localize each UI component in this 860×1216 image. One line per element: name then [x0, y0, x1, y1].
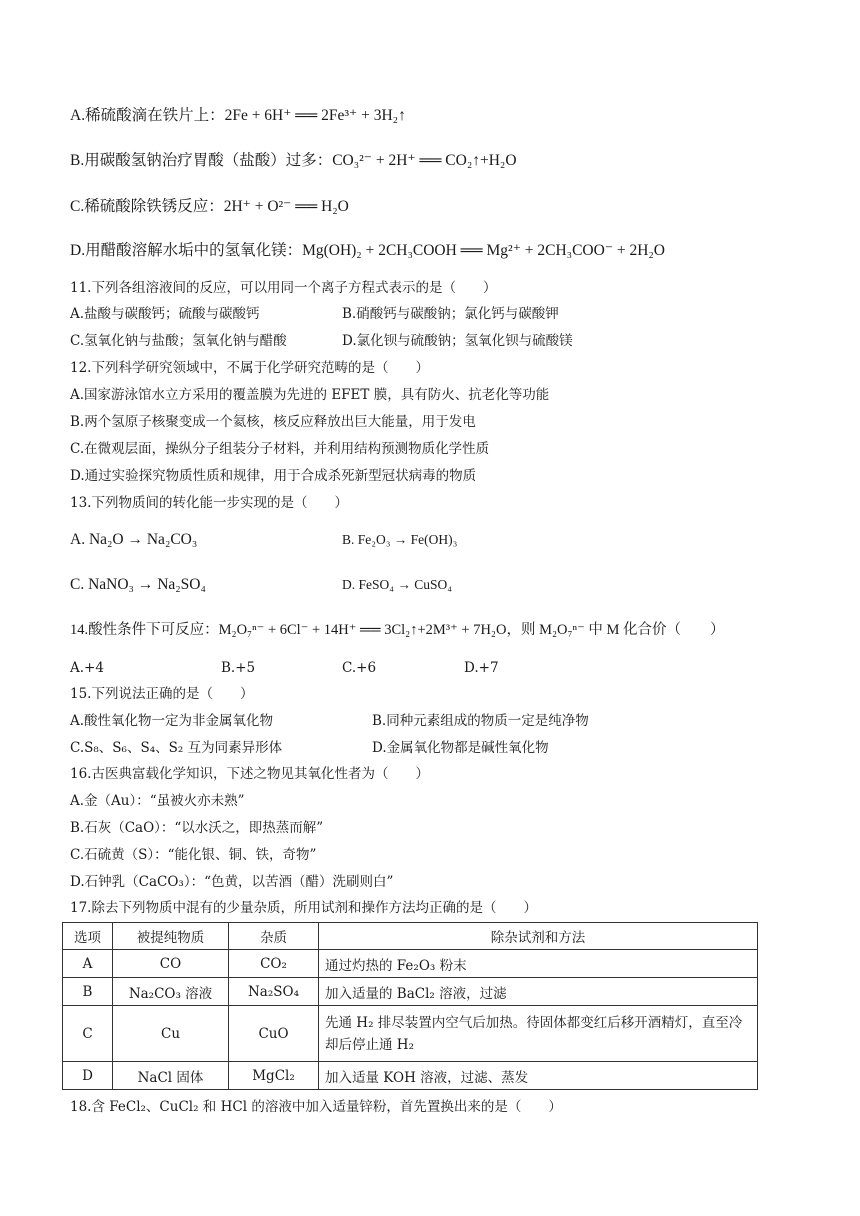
q16-option-d: D.石钟乳（CaCO₃）：“色黄，以苦酒（醋）洗刷则白”	[70, 874, 394, 890]
q15-option-a: A.酸性氧化物一定为非金属氧化物	[70, 713, 274, 729]
q15-option-d: D.金属氧化物都是碱性氧化物	[372, 740, 549, 756]
q12-stem: 12.下列科学研究领域中，不属于化学研究范畴的是（ ）	[70, 360, 429, 376]
table-header-row	[63, 923, 758, 950]
q11-option-b: B.硝酸钙与碳酸钠；氯化钙与碳酸钾	[342, 306, 559, 322]
q14-stem: 14.酸性条件下可反应：M₂O₇ⁿ⁻ + 6Cl⁻ + 14H⁺ ══ 3Cl₂↑+2M³⁺ + 7H₂O，则 M₂O₇ⁿ⁻ 中 M 化合价（ ）	[70, 622, 725, 638]
q16-option-c: C.石硫黄（S）：“能化银、铜、铁，奇物”	[70, 847, 317, 863]
table-cell: A	[63, 950, 113, 978]
table-cell: 加入适量 KOH 溶液，过滤、蒸发	[319, 1062, 758, 1090]
q12-option-d: D.通过实验探究物质性质和规律，用于合成杀死新型冠状病毒的物质	[70, 468, 477, 484]
q13-option-d: D. FeSO₄ → CuSO₄	[342, 577, 452, 592]
table-cell: MgCl₂	[229, 1062, 319, 1090]
table-cell: CO₂	[229, 950, 319, 978]
q10-option-d: D.用醋酸溶解水垢中的氢氧化镁：Mg(OH)₂ + 2CH₃COOH ══ Mg²⁺ + 2CH₃COO⁻ + 2H₂O	[70, 242, 666, 259]
table-cell: NaCl 固体	[113, 1062, 229, 1090]
q12-option-b: B.两个氢原子核聚变成一个氦核，核反应释放出巨大能量，用于发电	[70, 414, 476, 430]
q12-option-c: C.在微观层面，操纵分子组装分子材料，并利用结构预测物质化学性质	[70, 441, 490, 457]
q16-stem: 16.古医典富载化学知识，下述之物见其氧化性者为（ ）	[70, 766, 429, 782]
table-header: 除杂试剂和方法	[319, 923, 758, 950]
table-row	[63, 1062, 758, 1090]
table-header: 杂质	[229, 923, 319, 950]
q17-table	[62, 922, 758, 1090]
q15-option-c: C.S₈、S₆、S₄、S₂ 互为同素异形体	[70, 740, 283, 756]
table-cell: C	[63, 1006, 113, 1062]
table-header: 选项	[63, 923, 113, 950]
q13-stem: 13.下列物质间的转化能一步实现的是（ ）	[70, 495, 348, 511]
q18-stem: 18.含 FeCl₂、CuCl₂ 和 HCl 的溶液中加入适量锌粉，首先置换出来的是（ ）	[70, 1099, 562, 1115]
q10-option-a: A.稀硫酸滴在铁片上：2Fe + 6H⁺ ══ 2Fe³⁺ + 3H₂↑	[70, 107, 406, 124]
table-cell: Na₂CO₃ 溶液	[113, 978, 229, 1006]
q15-option-b: B.同种元素组成的物质一定是纯净物	[372, 713, 589, 729]
table-cell: Cu	[113, 1006, 229, 1062]
table-cell: Na₂SO₄	[229, 978, 319, 1006]
q16-option-a: A.金（Au）：“虽被火亦未熟”	[70, 793, 245, 809]
q14-option-d: D.+7	[464, 660, 499, 676]
table-cell: CO	[113, 950, 229, 978]
q16-option-b: B.石灰（CaO）：“以水沃之，即热蒸而解”	[70, 820, 324, 836]
q17-stem: 17.除去下列物质中混有的少量杂质，所用试剂和操作方法均正确的是（ ）	[70, 900, 537, 916]
table-cell: D	[63, 1062, 113, 1090]
table-cell: 先通 H₂ 排尽装置内空气后加热。待固体都变红后移开酒精灯，直至冷却后停止通 H₂	[319, 1006, 758, 1062]
q13-option-c: C. NaNO₃ → Na₂SO₄	[70, 576, 206, 593]
q13-option-b: B. Fe₂O₃ → Fe(OH)₃	[342, 532, 458, 547]
q11-option-c: C.氢氧化钠与盐酸；氢氧化钠与醋酸	[70, 333, 287, 349]
table-cell: 通过灼热的 Fe₂O₃ 粉末	[319, 950, 758, 978]
table-row	[63, 1006, 758, 1062]
table-header: 被提纯物质	[113, 923, 229, 950]
table-row	[63, 950, 758, 978]
q11-option-d: D.氯化钡与硫酸钠；氢氧化钡与硫酸镁	[342, 333, 573, 349]
q10-option-c: C.稀硫酸除铁锈反应：2H⁺ + O²⁻ ══ H₂O	[70, 198, 349, 215]
q13-option-a: A. Na₂O → Na₂CO₃	[70, 531, 198, 548]
q15-stem: 15.下列说法正确的是（ ）	[70, 686, 254, 702]
q14-option-b: B.+5	[221, 660, 256, 676]
q11-stem: 11.下列各组溶液间的反应，可以用同一个离子方程式表示的是（ ）	[70, 280, 497, 296]
q14-option-a: A.+4	[70, 660, 104, 676]
q12-option-a: A.国家游泳馆水立方采用的覆盖膜为先进的 EFET 膜，具有防火、抗老化等功能	[70, 387, 550, 403]
q14-option-c: C.+6	[342, 660, 377, 676]
q11-option-a: A.盐酸与碳酸钙；硫酸与碳酸钙	[70, 306, 260, 322]
table-cell: B	[63, 978, 113, 1006]
table-cell: 加入适量的 BaCl₂ 溶液，过滤	[319, 978, 758, 1006]
q10-option-b: B.用碳酸氢钠治疗胃酸（盐酸）过多：CO₃²⁻ + 2H⁺ ══ CO₂↑+H₂O	[70, 152, 517, 169]
table-cell: CuO	[229, 1006, 319, 1062]
table-row	[63, 978, 758, 1006]
